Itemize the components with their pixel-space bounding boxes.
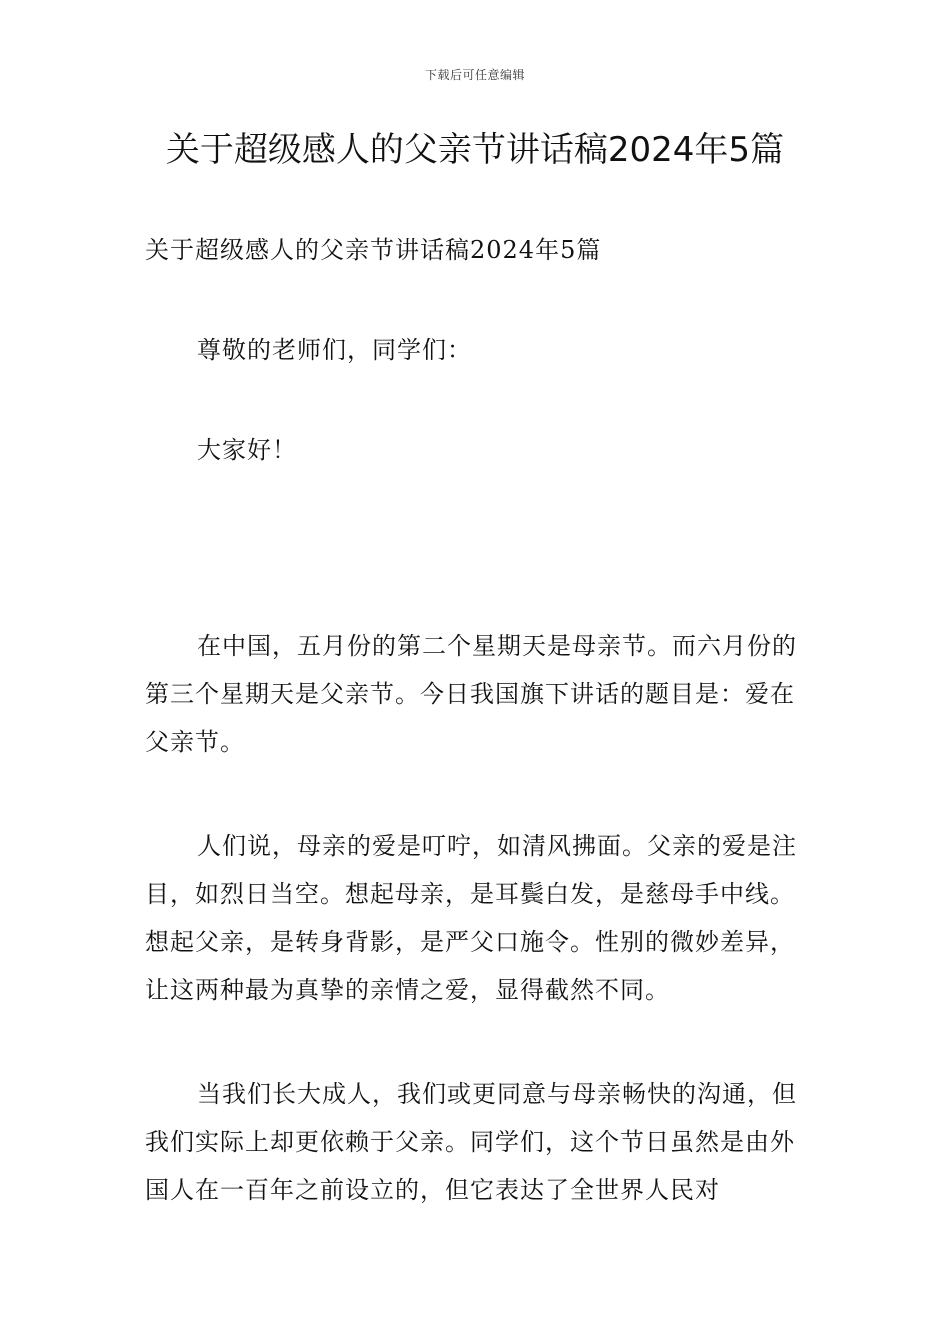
greeting: 大家好！ xyxy=(197,436,297,464)
paragraph-2: 人们说，母亲的爱是叮咛，如清风拂面。父亲的爱是注目，如烈日当空。想起母亲，是耳鬓白发，是慈母手中线。想起父亲，是转身背影，是严父口施令。性别的微妙差异，让这两种最为真挚的亲情之爱，显得截然不同。 xyxy=(145,832,797,1004)
document-body xyxy=(145,226,807,1270)
document-subtitle: 关于超级感人的父亲节讲话稿2024年5篇 xyxy=(145,236,602,264)
paragraph-1: 在中国，五月份的第二个星期天是母亲节。而六月份的第三个星期天是父亲节。今日我国旗下讲话的题目是：爱在父亲节。 xyxy=(145,632,797,756)
salutation: 尊敬的老师们，同学们： xyxy=(197,336,472,364)
paragraph-3: 当我们长大成人，我们或更同意与母亲畅快的沟通，但我们实际上却更依赖于父亲。同学们，这个节日虽然是由外国人在一百年之前设立的，但它表达了全世界人民对 xyxy=(145,1080,797,1204)
header-note: 下载后可任意编辑 xyxy=(424,68,525,82)
document-title: 关于超级感人的父亲节讲话稿2024年5篇 xyxy=(165,130,785,170)
